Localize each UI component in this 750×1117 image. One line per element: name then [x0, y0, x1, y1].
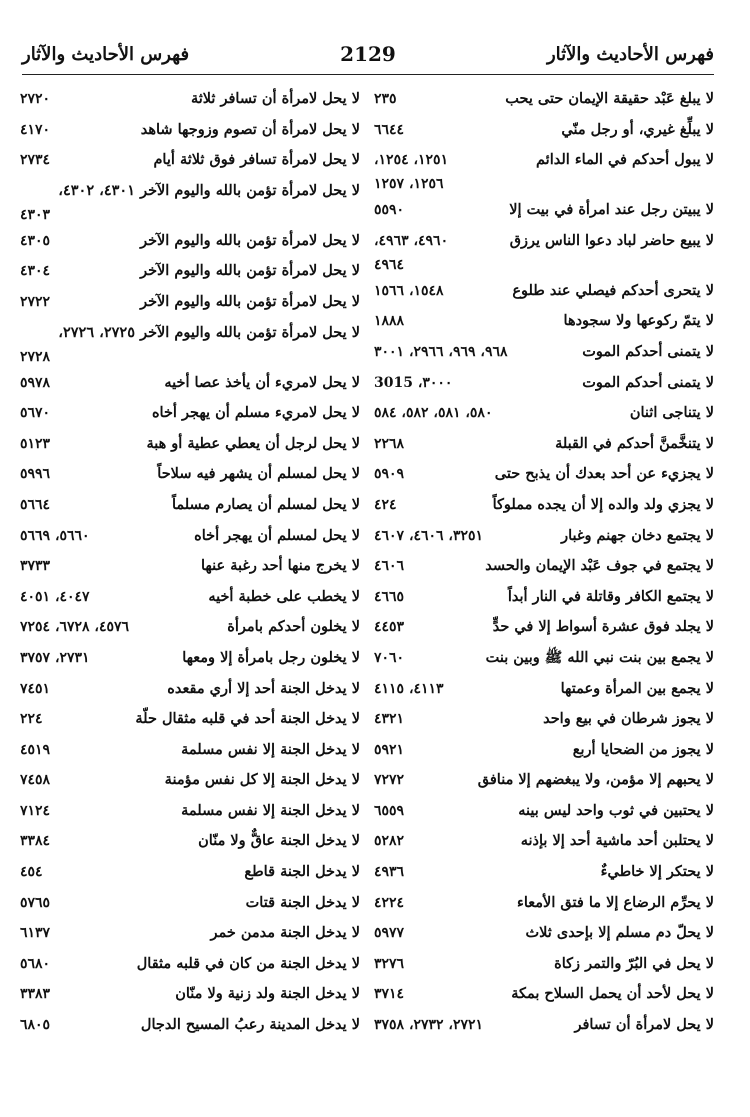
hadith-refs: ٤٩٦٠، ٤٩٦٣، [374, 232, 449, 249]
index-entry [374, 490, 714, 521]
hadith-text: لا يجمع بين المرأة وعمتها [560, 679, 714, 697]
hadith-text: لا يحل لأحد أن يحمل السلاح بمكة [511, 985, 714, 1003]
index-entry [20, 949, 360, 980]
hadith-text: لا يدخل الجنة قتات [245, 893, 360, 911]
index-entry [20, 176, 360, 226]
index-entry [374, 195, 714, 226]
hadith-refs: ٥٩٢١ [374, 741, 405, 758]
hadith-refs: ٦٦٤٤ [374, 121, 405, 138]
hadith-refs: ٧١٢٤ [20, 802, 51, 819]
hadith-refs: ١٥٤٨، ١٥٦٦ [374, 282, 444, 299]
page-number: 2129 [340, 42, 396, 66]
hadith-text: لا يحتكر إلا خاطيءٌ [600, 863, 714, 881]
index-entry [20, 826, 360, 857]
index-entry [20, 551, 360, 582]
index-entry [374, 674, 714, 705]
hadith-text: لا يخرج منها أحد رغبة عنها [201, 557, 360, 575]
index-entry [374, 1010, 714, 1041]
hadith-refs-continued: ١٢٥٦، ١٢٥٧ [374, 176, 444, 193]
index-entry [20, 1010, 360, 1041]
index-entry [20, 287, 360, 318]
hadith-refs: ٥٦٦٠، ٥٦٦٩ [20, 527, 90, 544]
index-entry [20, 612, 360, 643]
index-entry [20, 643, 360, 674]
hadith-text: لا يدخل الجنة أحد في قلبه مثقال حلّة [135, 710, 360, 728]
hadith-text: لا يبيع حاضر لباد دعوا الناس يرزق [509, 231, 714, 249]
hadith-refs-continued: ٤٩٦٤ [374, 256, 405, 273]
hadith-text: لا يتحرى أحدكم فيصلي عند طلوع [512, 281, 714, 299]
hadith-refs: ٣٧٣٣ [20, 558, 51, 575]
hadith-refs: ٥٩٩٦ [20, 466, 51, 483]
hadith-refs: ٤٤٥٣ [374, 619, 405, 636]
hadith-refs: ١٨٨٨ [374, 313, 405, 330]
hadith-text: لا يجزي ولد والده إلا أن يجده مملوكاً [492, 495, 714, 513]
index-entry [374, 429, 714, 460]
index-entry [20, 459, 360, 490]
hadith-text: لا يحبهم إلا مؤمن، ولا يبغضهم إلا منافق [477, 771, 714, 789]
hadith-refs: ٣٢٥١، ٤٦٠٦، ٤٦٠٧ [374, 527, 484, 544]
hadith-refs: ٥٢٨٢ [374, 833, 405, 850]
index-entry [374, 582, 714, 613]
index-entry [374, 226, 714, 276]
index-entry [374, 459, 714, 490]
index-entry [20, 857, 360, 888]
hadith-text: لا يبيتن رجل عند امرأة في بيت إلا [509, 201, 714, 219]
hadith-text: لا يبلغ عَبْد حقيقة الإيمان حتى يحب [505, 90, 714, 107]
hadith-refs: ٤٥١٩ [20, 741, 51, 758]
hadith-text: لا يتناجى اثنان [629, 404, 714, 422]
index-entry [20, 674, 360, 705]
hadith-refs: ٢٢٤ [20, 711, 43, 728]
index-entry [20, 368, 360, 399]
hadith-refs: ٤١٧٠ [20, 121, 51, 138]
index-entry [374, 918, 714, 949]
hadith-text: لا يدخل الجنة أحد إلا أري مقعده [167, 679, 360, 697]
hadith-refs: ٤٣٠٥ [20, 232, 51, 249]
hadith-refs: ٤٢٤ [374, 496, 397, 513]
hadith-text: لا يخطب على خطبة أخيه [208, 587, 360, 605]
hadith-refs: ٥٧٦٥ [20, 894, 51, 911]
hadith-refs: ٤٣٠٤ [20, 263, 51, 280]
index-entry [374, 145, 714, 195]
hadith-text: لا يحل لمسلم أن يهجر أخاه [194, 526, 360, 544]
index-entry [374, 337, 714, 368]
hadith-refs: ٤٩٣٦ [374, 864, 405, 881]
hadith-text: لا يحل لامرأة تؤمن بالله واليوم الآخر [140, 262, 360, 280]
hadith-refs: ٣٢٧٦ [374, 955, 405, 972]
hadith-refs: ٥٩٠٩ [374, 466, 405, 483]
hadith-refs: ٦٨٠٥ [20, 1017, 51, 1034]
index-entry [20, 765, 360, 796]
hadith-text: لا يحل لامرأة تسافر فوق ثلاثة أيام [153, 151, 360, 169]
hadith-refs-continued: ٤٣٠٣ [20, 206, 51, 223]
hadith-text: لا يدخل الجنة إلا نفس مسلمة [181, 740, 360, 758]
hadith-text: لا يجتمع دخان جهنم وغبار [561, 526, 714, 544]
hadith-refs: ٢٧٢٢ [20, 293, 51, 310]
hadith-text: لا يتمنى أحدكم الموت [582, 342, 714, 360]
hadith-text: لا يحل لامرأة تؤمن بالله واليوم الآخر ٤٣٠١، ٤٣٠٢، [58, 181, 360, 199]
index-entry [374, 115, 714, 146]
hadith-refs: ٧٤٥١ [20, 680, 51, 697]
hadith-refs: ٥٩٧٧ [374, 925, 405, 942]
index-entry [374, 612, 714, 643]
hadith-text: لا يحرِّم الرضاع إلا ما فتق الأمعاء [517, 893, 714, 911]
index-entry [374, 979, 714, 1010]
hadith-refs: ٢٧٣٤ [20, 152, 51, 169]
index-entry [374, 368, 714, 399]
hadith-refs: ٣٠٠٠، 3015 [374, 374, 453, 391]
hadith-text: لا يبلِّغ غيري، أو رجل منّي [561, 120, 714, 138]
hadith-text: لا يدخل الجنة عاقٌّ ولا منّان [198, 832, 360, 850]
hadith-text: لا يجوز من الضحايا أربع [572, 740, 714, 758]
hadith-refs: ١٢٥١، ١٢٥٤، [374, 152, 449, 169]
hadith-refs: ٤٥٧٦، ٦٧٢٨، ٧٢٥٤ [20, 619, 130, 636]
index-entry [20, 918, 360, 949]
index-entry [374, 826, 714, 857]
hadith-refs: ٥٦٨٠ [20, 955, 51, 972]
index-entry [20, 582, 360, 613]
index-entry [374, 521, 714, 552]
index-column-right [374, 84, 714, 1041]
index-entry [374, 398, 714, 429]
hadith-text: لا يحلّ دم مسلم إلا بإحدى ثلاث [525, 924, 714, 942]
hadith-text: لا يدخل الجنة إلا نفس مسلمة [181, 801, 360, 819]
index-entry [20, 84, 360, 115]
hadith-refs: ٢٧٣١، ٣٧٥٧ [20, 649, 90, 666]
index-entry [20, 398, 360, 429]
index-entry [20, 735, 360, 766]
index-entry [20, 226, 360, 257]
hadith-text: لا يحل لامرأة تؤمن بالله واليوم الآخر [140, 292, 360, 310]
hadith-refs: ٦١٣٧ [20, 925, 51, 942]
hadith-text: لا يحل لمسلم أن يصارم مسلماً [171, 495, 360, 513]
hadith-refs: ٧٤٥٨ [20, 772, 51, 789]
index-entry [20, 145, 360, 176]
hadith-text: لا يجتمع الكافر وقاتلة في النار أبداً [507, 587, 714, 605]
hadith-text: لا يتنخَّمنَّ أحدكم في القبلة [555, 434, 714, 452]
hadith-refs: ٣٣٨٣ [20, 986, 51, 1003]
index-entry [20, 521, 360, 552]
hadith-text: لا يحل في البُرّ والتمر زكاة [554, 954, 714, 972]
hadith-refs: ٥٦٦٤ [20, 496, 51, 513]
hadith-refs: ٢٧٢١، ٢٧٣٢، ٣٧٥٨ [374, 1017, 484, 1034]
hadith-refs: ٢٢٦٨ [374, 435, 405, 452]
index-entry [374, 551, 714, 582]
hadith-text: لا يخلون رجل بامرأة إلا ومعها [182, 648, 360, 666]
hadith-refs: ٥٦٧٠ [20, 405, 51, 422]
running-title-left: فهرس الأحاديث والآثار [22, 44, 190, 65]
hadith-text: لا يحل لامرأة أن تسافر [574, 1016, 714, 1034]
index-entry [20, 318, 360, 368]
hadith-refs: ٤٥٤ [20, 864, 43, 881]
page-header [22, 40, 714, 75]
hadith-refs: ٥٩٧٨ [20, 374, 51, 391]
index-entry [374, 857, 714, 888]
index-entry [374, 735, 714, 766]
index-entry [20, 256, 360, 287]
hadith-refs: ٤٠٤٧، ٤٠٥١ [20, 588, 90, 605]
hadith-text: لا يدخل الجنة إلا كل نفس مؤمنة [164, 771, 360, 789]
hadith-refs: ٣٣٨٤ [20, 833, 51, 850]
hadith-text: لا يتمنى أحدكم الموت [582, 373, 714, 391]
hadith-refs: ٢٧٢٠ [20, 91, 51, 107]
index-entry [20, 429, 360, 460]
hadith-refs: ٤١١٣، ٤١١٥ [374, 680, 444, 697]
index-entry [20, 115, 360, 146]
index-entry [374, 84, 714, 115]
hadith-text: لا يحل لمسلم أن يشهر فيه سلاحاً [157, 465, 360, 483]
index-entry [374, 704, 714, 735]
hadith-text: لا يدخل الجنة ولد زنية ولا منّان [175, 985, 360, 1003]
hadith-text: لا يحل لرجل أن يعطي عطية أو هبة [146, 434, 360, 452]
hadith-refs: ٦٥٥٩ [374, 802, 405, 819]
index-entry [374, 765, 714, 796]
hadith-text: لا يحل لامرأة تؤمن بالله واليوم الآخر ٢٧٢٥، ٢٧٢٦، [58, 323, 360, 341]
index-entry [374, 888, 714, 919]
hadith-refs: ٤٦٦٥ [374, 588, 405, 605]
hadith-text: لا يخلون أحدكم بامرأة [227, 618, 360, 636]
hadith-text: لا يحل لامريء أن يأخذ عصا أخيه [164, 373, 360, 391]
index-entry [374, 306, 714, 337]
hadith-text: لا يدخل المدينة رعبُ المسيح الدجال [140, 1016, 360, 1034]
hadith-refs: ٢٣٥ [374, 91, 397, 107]
hadith-text: لا يجلد فوق عشرة أسواط إلا في حدٍّ [492, 618, 714, 636]
index-entry [20, 979, 360, 1010]
hadith-text: لا يحل لامرأة تؤمن بالله واليوم الآخر [140, 231, 360, 249]
hadith-refs: ٥١٢٣ [20, 435, 51, 452]
index-entry [374, 796, 714, 827]
hadith-text: لا يجزيء عن أحد بعدك أن يذبح حتى [494, 465, 714, 483]
index-entry [374, 643, 714, 674]
hadith-refs: ٤٦٠٦ [374, 558, 405, 575]
hadith-text: لا يبول أحدكم في الماء الدائم [536, 151, 714, 169]
index-entry [20, 796, 360, 827]
hadith-text: لا يجمع بين بنت نبي الله ﷺ وبين بنت [485, 648, 714, 666]
index-entry [20, 490, 360, 521]
hadith-refs: ٤٣٢١ [374, 711, 405, 728]
hadith-text: لا يتمّ ركوعها ولا سجودها [563, 312, 714, 330]
hadith-text: لا يدخل الجنة مدمن خمر [210, 924, 360, 942]
hadith-refs: ٧٠٦٠ [374, 649, 405, 666]
hadith-text: لا يحل لامريء مسلم أن يهجر أخاه [151, 404, 360, 422]
hadith-refs-continued: ٢٧٢٨ [20, 348, 51, 365]
hadith-refs: ٥٨٠، ٥٨١، ٥٨٢، ٥٨٤ [374, 405, 493, 422]
hadith-text: لا يحتلبن أحد ماشية أحد إلا بإذنه [520, 832, 714, 850]
index-entry [374, 949, 714, 980]
index-entry [20, 888, 360, 919]
hadith-text: لا يجوز شرطان في بيع واحد [543, 710, 714, 728]
hadith-refs: ٧٢٧٢ [374, 772, 405, 789]
index-entry [20, 704, 360, 735]
hadith-text: لا يحل لامرأة أن تصوم وزوجها شاهد [140, 120, 360, 138]
hadith-refs: ٩٦٨، ٩٦٩، ٢٩٦٦، ٣٠٠١ [374, 343, 508, 360]
hadith-refs: ٣٧١٤ [374, 986, 405, 1003]
index-column-left [20, 84, 360, 1041]
hadith-refs: ٥٥٩٠ [374, 202, 405, 219]
index-entry [374, 276, 714, 307]
hadith-text: لا يدخل الجنة من كان في قلبه مثقال [136, 954, 360, 972]
running-title-right: فهرس الأحاديث والآثار [546, 44, 714, 65]
hadith-text: لا يجتمع في جوف عَبْد الإيمان والحسد [485, 557, 714, 575]
hadith-text: لا يحتبين في ثوب واحد ليس بينه [518, 801, 714, 819]
hadith-text: لا يدخل الجنة قاطع [244, 863, 360, 881]
hadith-refs: ٤٢٢٤ [374, 894, 405, 911]
hadith-text: لا يحل لامرأة أن تسافر ثلاثة [190, 90, 360, 107]
